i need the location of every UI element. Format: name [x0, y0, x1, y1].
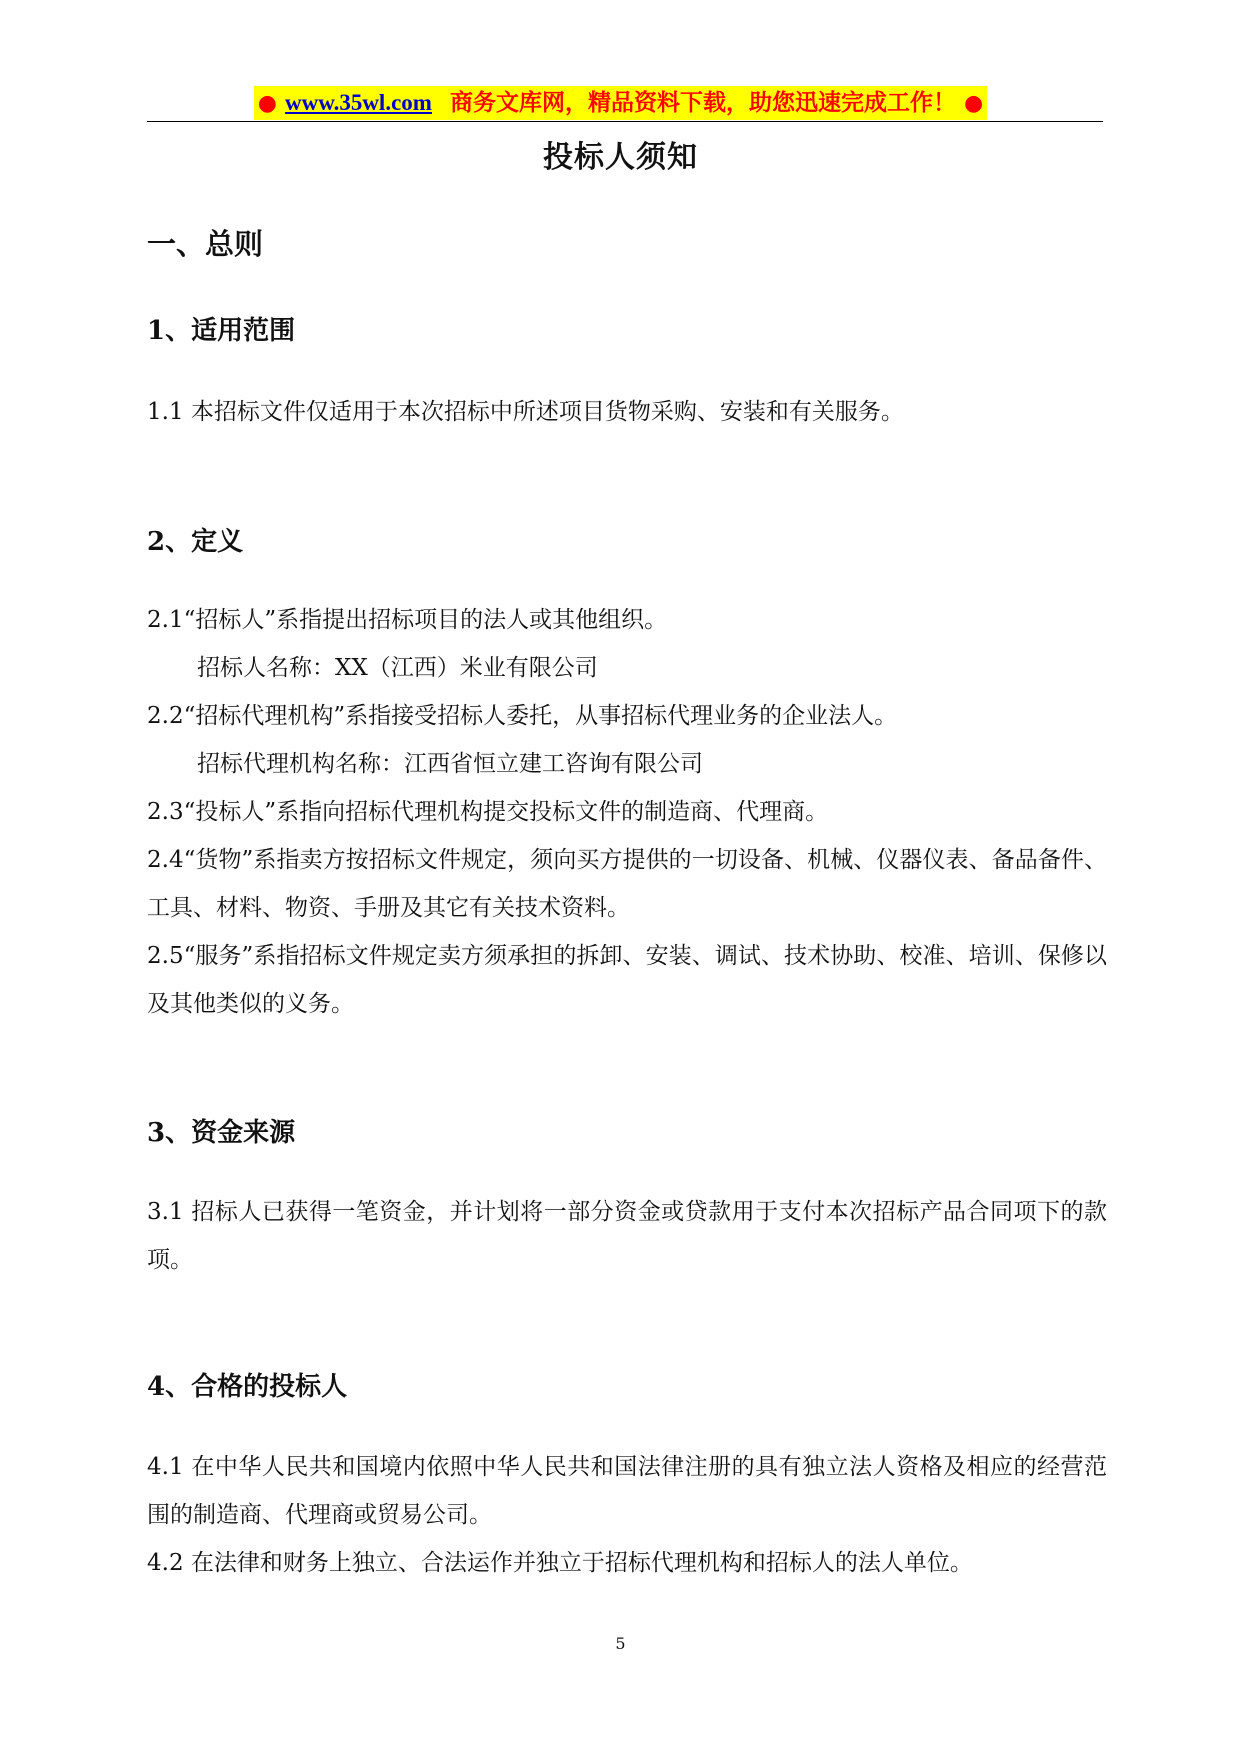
paragraph-4-2: 4.2 在法律和财务上独立、合法运作并独立于招标代理机构和招标人的法人单位。	[147, 1550, 973, 1576]
heading-scope: 1、适用范围	[147, 316, 296, 346]
tenderer-name: 招标人名称：XX（江西）米业有限公司	[197, 655, 598, 681]
heading-eligible-bidders: 4、合格的投标人	[147, 1372, 348, 1402]
paragraph-2-4: 2.4“货物”系指卖方按招标文件规定，须向买方提供的一切设备、机械、仪器仪表、备品备件、工具、材料、物资、手册及其它有关技术资料。	[147, 847, 1107, 921]
paragraph-4-1: 4.1 在中华人民共和国境内依照中华人民共和国法律注册的具有独立法人资格及相应的经营范围的制造商、代理商或贸易公司。	[147, 1454, 1107, 1528]
header-banner	[0, 86, 1241, 120]
section-heading-general: 一、总则	[147, 227, 264, 261]
document-title: 投标人须知	[543, 140, 698, 175]
paragraph-2-1: 2.1“招标人”系指提出招标项目的法人或其他组织。	[147, 607, 668, 633]
website-link[interactable]: www.35wl.com	[285, 90, 432, 115]
red-dot-icon: ●	[963, 90, 984, 116]
paragraph-3-1: 3.1 招标人已获得一笔资金，并计划将一部分资金或贷款用于支付本次招标产品合同项下的款项。	[147, 1199, 1107, 1273]
header-divider	[147, 121, 1103, 122]
paragraph-1-1: 1.1 本招标文件仅适用于本次招标中所述项目货物采购、安装和有关服务。	[147, 399, 904, 425]
paragraph-2-3: 2.3“投标人”系指向招标代理机构提交投标文件的制造商、代理商。	[147, 799, 829, 825]
heading-funding: 3、资金来源	[147, 1118, 296, 1148]
banner-slogan: 商务文库网，精品资料下载，助您迅速完成工作！	[449, 89, 956, 116]
agency-name: 招标代理机构名称：江西省恒立建工咨询有限公司	[197, 751, 703, 777]
banner-highlight	[254, 86, 987, 120]
red-dot-icon: ●	[257, 90, 277, 116]
heading-definitions: 2、定义	[147, 527, 244, 557]
paragraph-2-5: 2.5“服务”系指招标文件规定卖方须承担的拆卸、安装、调试、技术协助、校准、培训、保修以及其他类似的义务。	[147, 943, 1107, 1017]
paragraph-2-2: 2.2“招标代理机构”系指接受招标人委托，从事招标代理业务的企业法人。	[147, 703, 898, 729]
page-number: 5	[615, 1634, 626, 1653]
